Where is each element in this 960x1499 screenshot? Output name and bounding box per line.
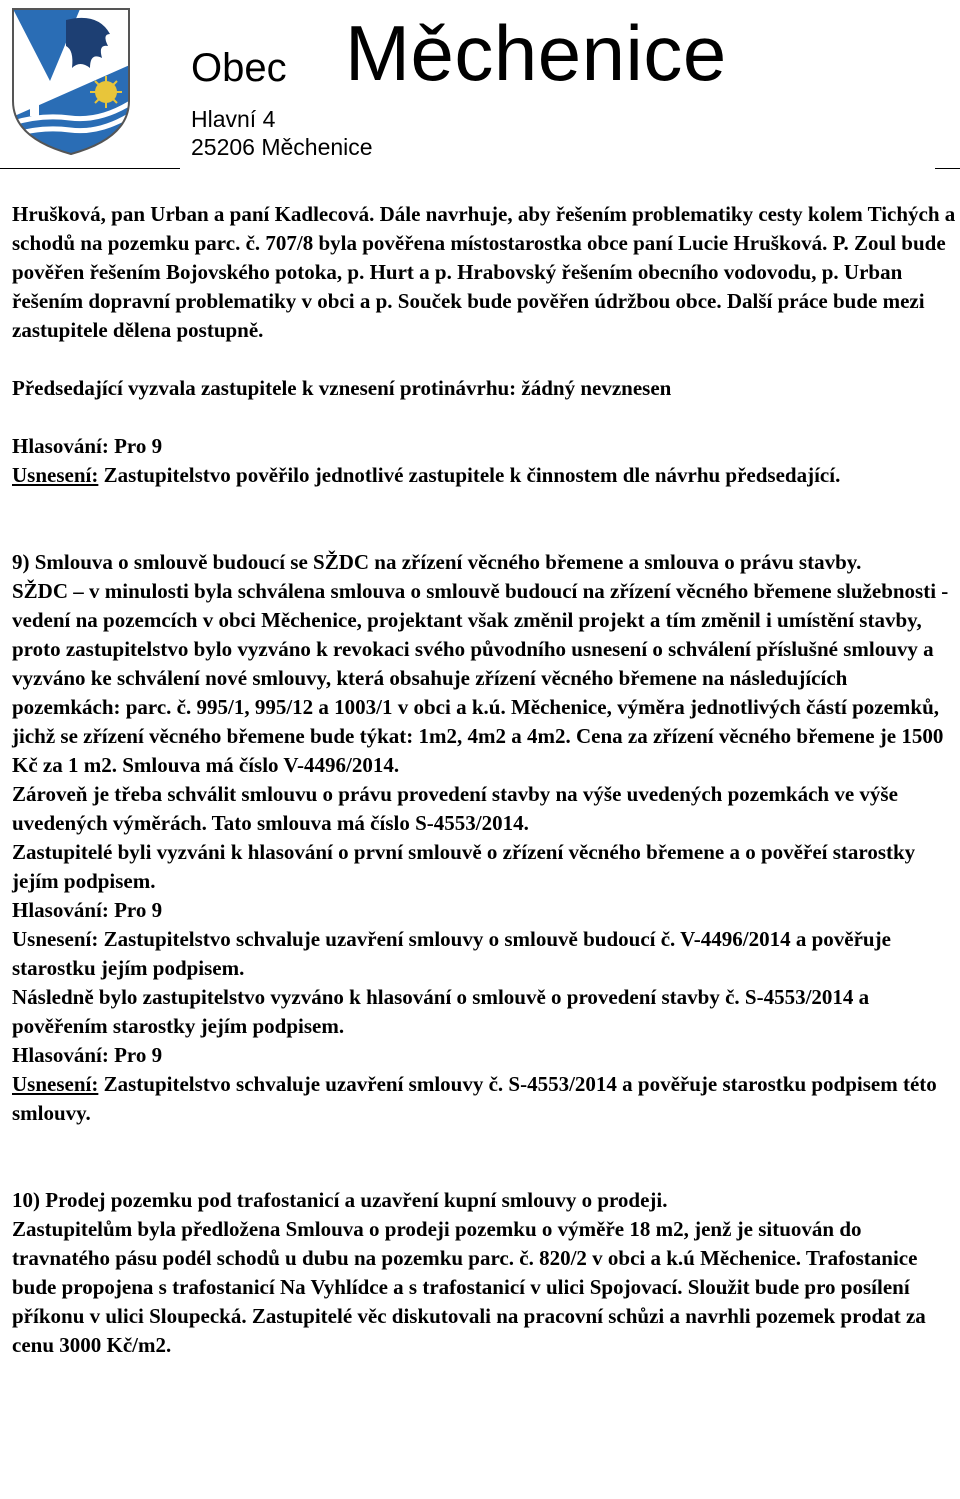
minutes-body: [12, 200, 960, 1360]
paragraph-sz-dc: SŽDC – v minulosti byla schválena smlouva o smlouvě budoucí na zřízení věcného břemene služebnosti - vedení na pozemcích v obci Měchenice, projektant však změnil projekt a tím změnil i umístění stavby, proto zastupitelstvo bylo vyzváno k revokaci svého původního usnesení o schválení příslušné smlouvy a vyzváno ke schválení nové smlouvy, která obsahuje zřízení věcného břemene na následujících pozemkách: parc. č. 995/1, 995/12 a 1003/1 v obci a k.ú. Měchenice, výměra jednotlivých částí pozemků, jichž se zřízení věcného břemene bude týkat: 1m2, 4m2 a 4m2. Cena za zřízení věcného břemene je 1500 Kč za 1 m2. Smlouva má číslo V-4496/2014.: [12, 579, 949, 777]
paragraph-building-right: Zároveň je třeba schválit smlouvu o právu provedení stavby na výše uvedených pozemkách ve výše uvedených výměrách. Tato smlouva má číslo S-4553/2014.: [12, 782, 898, 835]
address-postal: 25206 Měchenice: [191, 134, 373, 160]
resolution: Usnesení: Zastupitelstvo schvaluje uzavření smlouvy o smlouvě budoucí č. V-4496/2014 a pověřuje starostku jejím podpisem.: [12, 927, 891, 980]
municipality-label: Obec: [191, 46, 287, 90]
vote-line: Hlasování: Pro 9: [12, 898, 163, 922]
paragraph-land-sale: Zastupitelům byla předložena Smlouva o prodeji pozemku o výměře 18 m2, jenž je situován do travnatého pásu podél schodů u dubu na pozemku parc. č. 820/2 v obci a k.ú Měchenice. Trafostanice bude propojena s trafostanicí Na Vyhlídce a s trafostanicí v ulici Spojovací. Sloužit bude pro posílení příkonu v ulici Sloupecká. Zastupitelé věc diskutovali na pracovní schůzi a navrhli pozemek prodat za cenu 3000 Kč/m2.: [12, 1217, 926, 1357]
vote-line: Hlasování: Pro 9: [12, 434, 163, 458]
resolution-label: Usnesení:: [12, 1072, 99, 1096]
coat-of-arms-logo: [10, 6, 132, 156]
header-rule-left: [0, 168, 180, 169]
address-street: Hlavní 4: [191, 106, 276, 132]
paragraph-second-vote-call: Následně bylo zastupitelstvo vyzváno k hlasování o smlouvě o provedení stavby č. S-4553/2014 a pověřením starostky jejím podpisem.: [12, 985, 870, 1038]
vote-line: Hlasování: Pro 9: [12, 1043, 163, 1067]
section-heading-9: 9) Smlouva o smlouvě budoucí se SŽDC na zřízení věcného břemene a smlouva o právu stavby.: [12, 550, 862, 574]
section-heading-10: 10) Prodej pozemku pod trafostanicí a uzavření kupní smlouvy o prodeji.: [12, 1188, 668, 1212]
resolution: [12, 461, 960, 490]
resolution: [12, 1070, 960, 1128]
resolution-text: Zastupitelstvo schvaluje uzavření smlouvy č. S-4553/2014 a pověřuje starostku podpisem této smlouvy.: [12, 1072, 937, 1125]
paragraph-counterproposal: Předsedající vyzvala zastupitele k vznesení protinávrhu: žádný nevznesen: [12, 376, 672, 400]
resolution-text: Zastupitelstvo pověřilo jednotlivé zastupitele k činnostem dle návrhu předsedající.: [98, 463, 841, 487]
paragraph-vote-call: Zastupitelé byli vyzváni k hlasování o první smlouvě o zřízení věcného břemene a o pověřeí starostky jejím podpisem.: [12, 840, 916, 893]
letterhead: [0, 0, 960, 180]
paragraph-assignments: Hrušková, pan Urban a paní Kadlecová. Dále navrhuje, aby řešením problematiky cesty kolem Tichých a schodů na pozemku parc. č. 707/8 byla pověřena místostarostka obce paní Lucie Hrušková. P. Zoul bude pověřen řešením Bojovského potoka, p. Hurt a p. Hrabovský řešením obecního vodovodu, p. Urban řešením dopravní problematiky v obci a p. Souček bude pověřen údržbou obce. Další práce bude mezi zastupitele dělena postupně.: [12, 202, 956, 342]
header-rule-right: [935, 168, 960, 169]
resolution-label: Usnesení:: [12, 463, 99, 487]
town-name: Měchenice: [345, 9, 727, 97]
